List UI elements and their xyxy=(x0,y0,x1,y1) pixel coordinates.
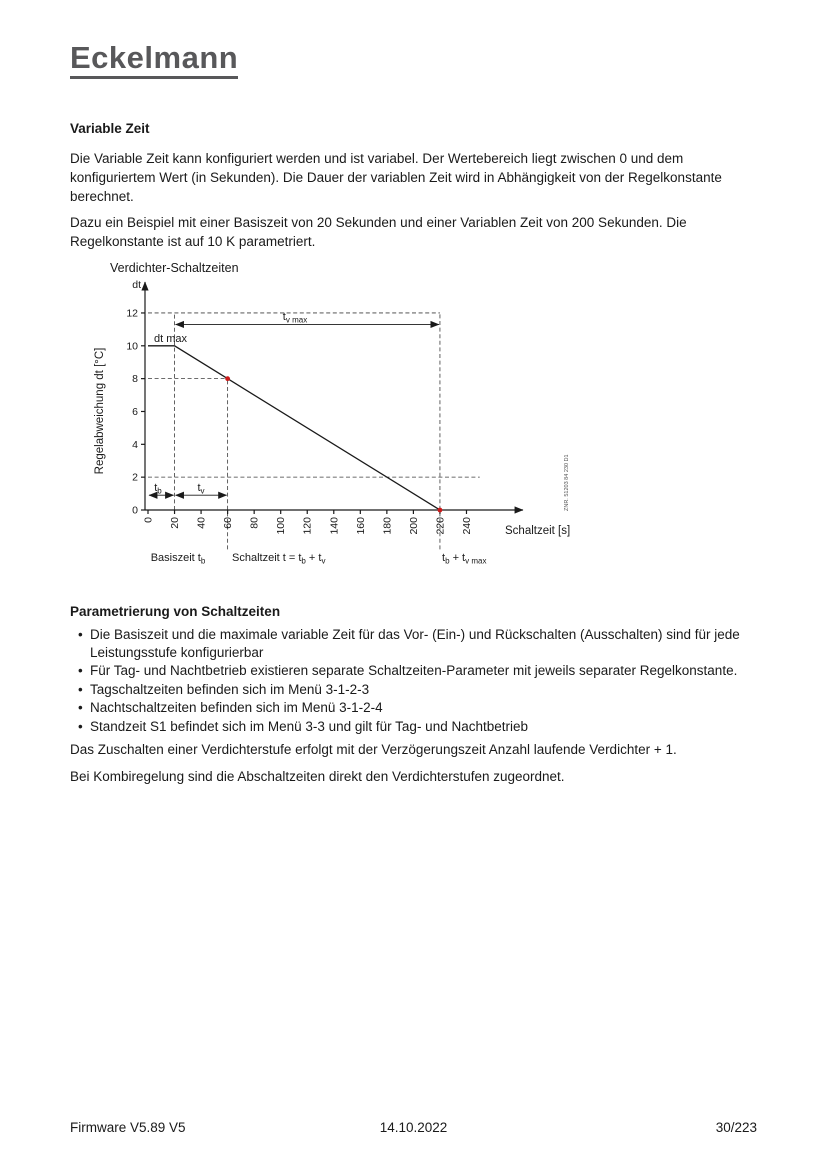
x-tick-label: 100 xyxy=(275,517,288,535)
verdichter-schaltzeiten-chart xyxy=(90,258,640,573)
drawing-number-note: ZNR. 51203 84 230 D1 xyxy=(564,454,570,511)
x-tick-label: 140 xyxy=(328,517,341,535)
x-tick-label: 220 xyxy=(434,517,447,535)
data-point-marker xyxy=(438,508,443,513)
annotation-schaltzeit: Schaltzeit $t = t_b + t_v$ xyxy=(232,552,326,566)
chart-title: Verdichter-Schaltzeiten xyxy=(110,261,239,275)
paragraph-kombiregelung: Bei Kombiregelung sind die Abschaltzeiten direkt den Verdichterstufen zugeordnet. xyxy=(70,769,565,784)
heading-parametrierung: Parametrierung von Schaltzeiten xyxy=(70,604,281,619)
eckelmann-logo: Eckelmann xyxy=(70,42,238,79)
footer-firmware-version: Firmware V5.89 V5 xyxy=(70,1120,186,1135)
x-tick-label: 40 xyxy=(195,517,208,529)
bullet-item: • Standzeit S1 befindet sich im Menü 3-3 und gilt für Tag- und Nachtbetrieb xyxy=(78,718,757,736)
footer-page-number: 30/223 xyxy=(715,1120,757,1135)
annotation-basiszeit: Basiszeit $t_b$ xyxy=(150,552,206,566)
paragraph-variable-zeit-1: Die Variable Zeit kann konfiguriert werden und ist variabel. Der Wertebereich liegt zwischen 0 und dem konfiguriertem Wert (in Sekunden). Die Dauer der variablen Zeit wird in Abhängigkeit von der Regelkonstante berechnet. xyxy=(70,151,722,204)
x-tick-label: 120 xyxy=(301,517,314,535)
y-tick-label: 8 xyxy=(132,373,138,386)
y-tick-label: 2 xyxy=(132,471,138,484)
y-tick-label: 6 xyxy=(132,405,138,418)
y-tick-label: 0 xyxy=(132,504,138,517)
heading-variable-zeit: Variable Zeit xyxy=(70,121,150,136)
x-axis-label: Schaltzeit [s] xyxy=(505,525,571,537)
bullet-item: • Die Basiszeit und die maximale variable Zeit für das Vor- (Ein-) und Rückschalten (Ausschalten) sind für jede Leistungsstufe konfigurierbar xyxy=(78,626,757,661)
x-tick-label: 0 xyxy=(142,517,155,523)
footer-date: 14.10.2022 xyxy=(379,1120,448,1135)
page-body xyxy=(70,119,757,786)
x-tick-label: 180 xyxy=(381,517,394,535)
y-tick-label: 12 xyxy=(126,307,138,320)
bullet-item: • Für Tag- und Nachtbetrieb existieren separate Schaltzeiten-Parameter mit jeweils separater Regelkonstante. xyxy=(78,662,757,680)
x-tick-label: 160 xyxy=(354,517,367,535)
y-axis-arrow-label: dt xyxy=(132,279,141,291)
paragraph-variable-zeit-2: Dazu ein Beispiel mit einer Basiszeit von 20 Sekunden und einer Variablen Zeit von 200 Sekunden. Die Regelkonstante ist auf 10 K parametriert. xyxy=(70,215,687,249)
annotation-tb-tvmax: $t_b + t_{v max}$ xyxy=(442,552,487,566)
data-point-marker xyxy=(225,376,230,381)
x-tick-label: 200 xyxy=(407,517,420,535)
y-tick-label: 10 xyxy=(126,340,138,353)
y-axis-label: Regelabweichung dt [°C] xyxy=(94,347,106,475)
annotation-tv-max: $t_{v max}$ xyxy=(282,311,308,325)
x-tick-label: 80 xyxy=(248,517,261,529)
annotation-tb: $t_b$ xyxy=(154,482,162,496)
parametrierung-bullet-list xyxy=(78,626,757,735)
annotation-tv: $t_v$ xyxy=(197,482,205,496)
x-tick-label: 20 xyxy=(169,517,182,529)
page-header xyxy=(70,42,757,79)
annotation-dt-max: dt max xyxy=(154,333,188,345)
bullet-item: • Tagschaltzeiten befinden sich im Menü 3-1-2-3 xyxy=(78,681,757,699)
chart-figure xyxy=(90,258,757,578)
paragraph-zuschalten: Das Zuschalten einer Verdichterstufe erfolgt mit der Verzögerungszeit Anzahl laufende Verdichter + 1. xyxy=(70,742,677,757)
y-tick-label: 4 xyxy=(132,438,138,451)
bullet-item: • Nachtschaltzeiten befinden sich im Menü 3-1-2-4 xyxy=(78,699,757,717)
x-tick-label: 240 xyxy=(460,517,473,535)
page-footer xyxy=(70,1120,757,1135)
series-line xyxy=(148,346,440,510)
x-tick-label: 60 xyxy=(222,517,235,529)
